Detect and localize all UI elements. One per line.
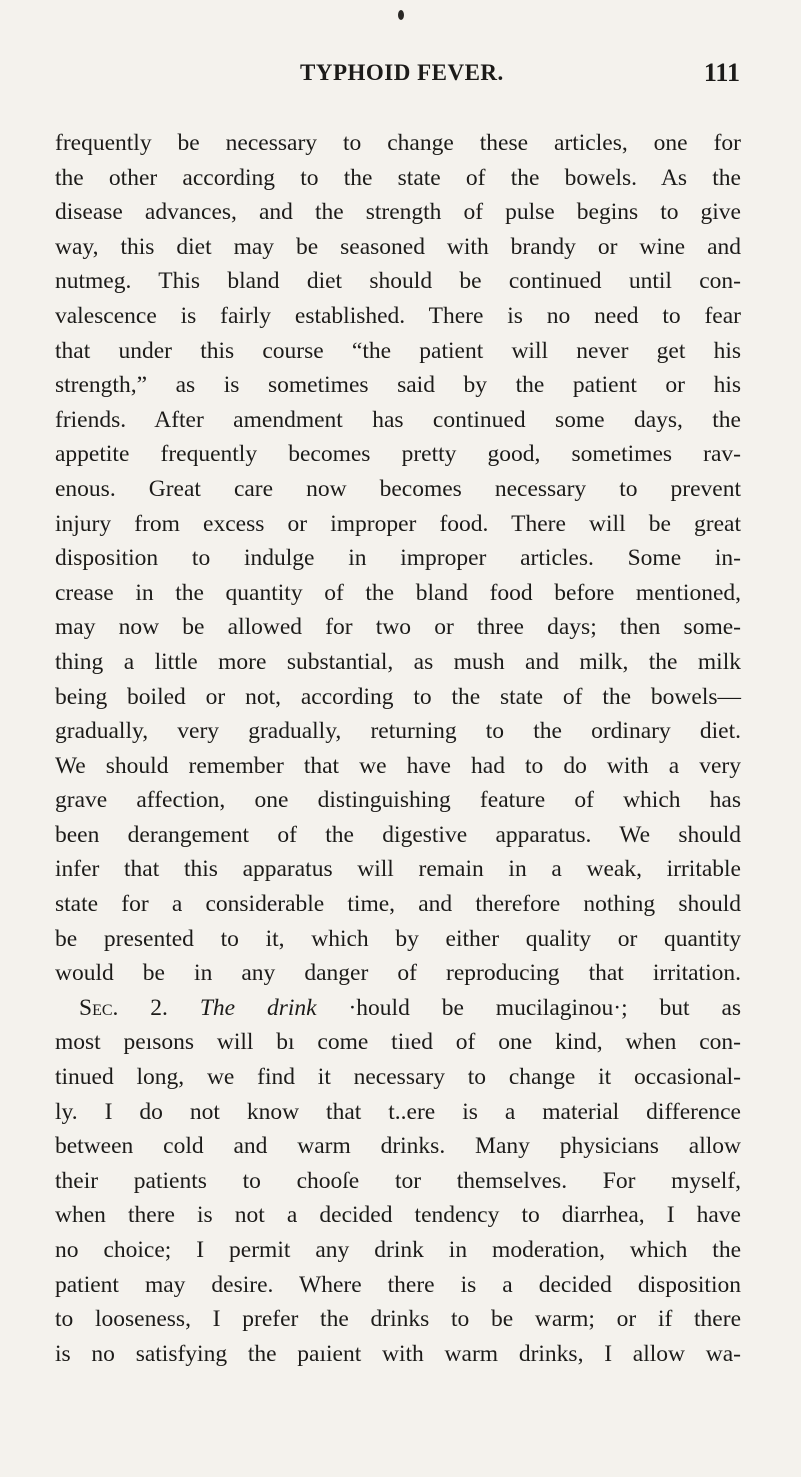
text-line: would be in any danger of reproducing that irritation.	[55, 960, 741, 987]
text-line: is no satisfying the paıient with warm drinks, I allow wa-	[55, 1340, 741, 1367]
text-line: thing a little more substantial, as mush and milk, the milk	[55, 648, 741, 675]
text-line: crease in the quantity of the bland food before mentioned,	[55, 579, 741, 606]
text-line: that under this course “the patient will never get his	[55, 337, 741, 364]
section-first-line-rest: ·hould be mucilaginou·; but as	[348, 994, 742, 1021]
text-line: We should remember that we have had to do with a very	[55, 752, 741, 779]
text-line: nutmeg. This bland diet should be continued until con-	[55, 268, 741, 295]
text-line: state for a considerable time, and therefore nothing should	[55, 891, 741, 918]
text-line: to looseness, I prefer the drinks to be warm; or if there	[55, 1306, 741, 1333]
text-line: their patients to chooſe tor themselves. For myself,	[55, 1167, 741, 1194]
text-line: valescence is fairly established. There is no need to fear	[55, 302, 741, 329]
text-line: injury from excess or improper food. There will be great	[55, 510, 741, 537]
section-title: The drink	[199, 994, 317, 1021]
section-label: Sec. 2.	[79, 994, 168, 1021]
text-line: infer that this apparatus will remain in a weak, irritable	[55, 856, 741, 883]
text-line: most peısons will bı come tiıed of one kind, when con-	[55, 1029, 741, 1056]
text-line: no choice; I permit any drink in moderation, which the	[55, 1237, 741, 1263]
running-title: TYPHOID FEVER.	[300, 60, 504, 85]
text-line: the other according to the state of the bowels. As the	[55, 164, 741, 191]
text-line: being boiled or not, according to the state of the bowels—	[55, 683, 741, 710]
text-line: appetite frequently becomes pretty good, sometimes rav-	[55, 441, 741, 468]
text-line: disease advances, and the strength of pulse begins to give	[55, 199, 741, 226]
page-number: 111	[703, 58, 740, 87]
text-line: gradually, very gradually, returning to the ordinary diet.	[55, 718, 741, 745]
body-text	[55, 126, 741, 1371]
text-line: patient may desire. Where there is a decided disposition	[55, 1271, 741, 1298]
text-line: disposition to indulge in improper articles. Some in-	[55, 545, 741, 572]
text-line: be presented to it, which by either quality or quantity	[55, 925, 741, 952]
text-line: friends. After amendment has continued some days, the	[55, 406, 741, 433]
text-line: strength,” as is sometimes said by the patient or his	[55, 372, 741, 399]
text-line: been derangement of the digestive apparatus. We should	[55, 821, 741, 848]
text-line: grave affection, one distinguishing feature of which has	[55, 787, 741, 814]
text-line: may now be allowed for two or three days; then some-	[55, 614, 741, 641]
text-line: tinued long, we find it necessary to change it occasional-	[55, 1064, 741, 1091]
text-line: frequently be necessary to change these articles, one for	[55, 130, 741, 156]
text-line: enous. Great care now becomes necessary to prevent	[55, 475, 741, 502]
text-line: ly. I do not know that t..ere is a material difference	[55, 1098, 741, 1125]
text-line: when there is not a decided tendency to diarrhea, I have	[55, 1202, 741, 1229]
ink-mark	[398, 10, 404, 20]
page-header	[300, 60, 740, 96]
section-first-line	[55, 991, 741, 1026]
text-line: way, this diet may be seasoned with brandy or wine and	[55, 233, 741, 260]
text-line: between cold and warm drinks. Many physicians allow	[55, 1133, 741, 1160]
